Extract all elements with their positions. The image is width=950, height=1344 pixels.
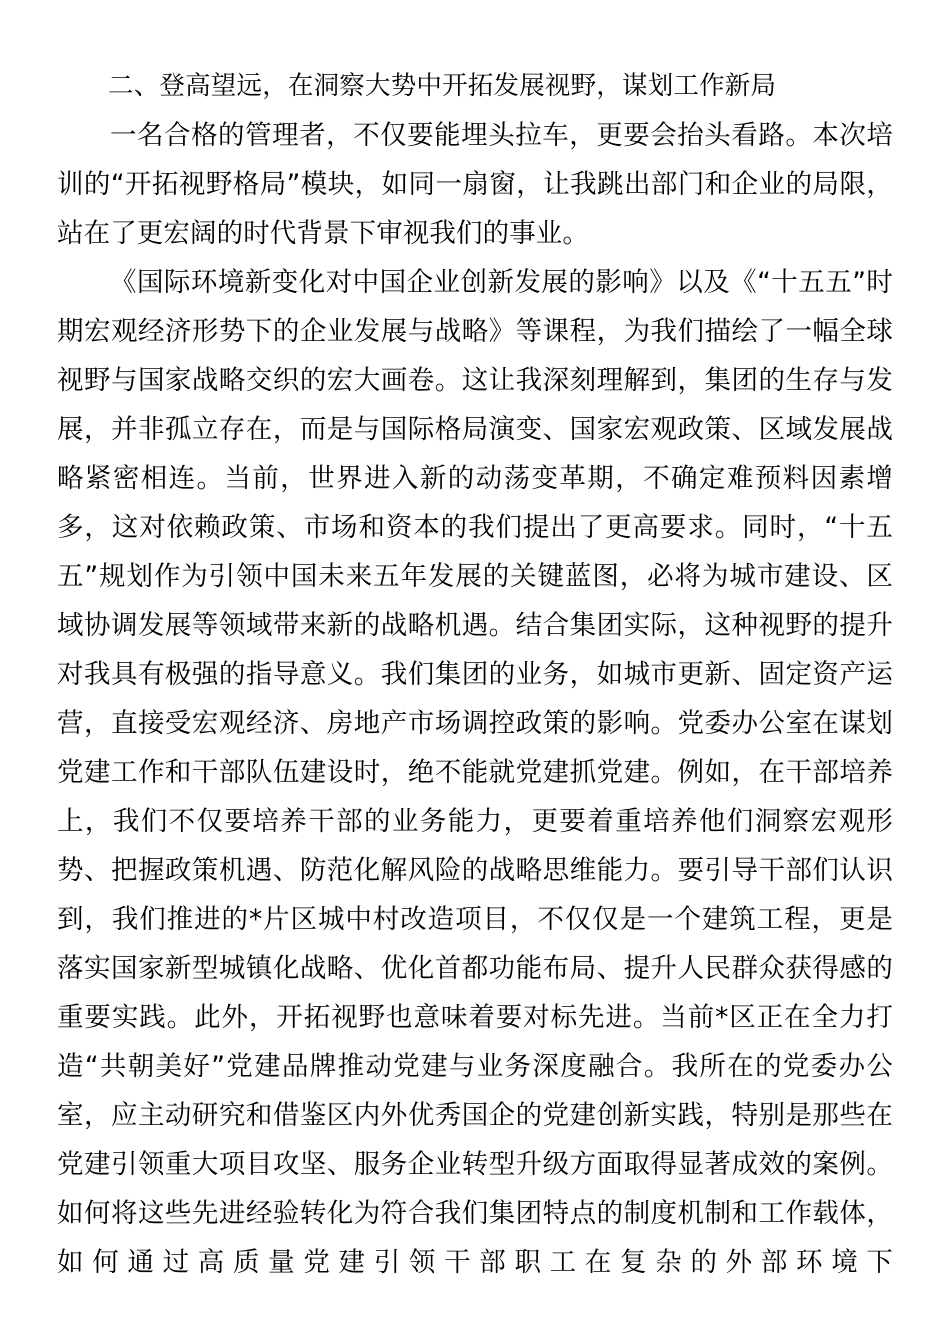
paragraph-1: 一名合格的管理者，不仅要能埋头拉车，更要会抬头看路。本次培训的“开拓视野格局”模块，如同一扇窗，让我跳出部门和企业的局限，站在了更宏阔的时代背景下审视我们的事业。 bbox=[57, 120, 893, 249]
paragraph-2: 《国际环境新变化对中国企业创新发展的影响》以及《“十五五”时期宏观经济形势下的企业发展与战略》等课程，为我们描绘了一幅全球视野与国家战略交织的宏大画卷。这让我深刻理解到，集团的生存与发展，并非孤立存在，而是与国际格局演变、国家宏观政策、区域发展战略紧密相连。当前，世界进入新的动荡变革期，不确定难预料因素增多，这对依赖政策、市场和资本的我们提出了更高要求。同时，“十五五”规划作为引领中国未来五年发展的关键蓝图，必将为城市建设、区域协调发展等领域带来新的战略机遇。结合集团实际，这种视野的提升对我具有极强的指导意义。我们集团的业务，如城市更新、固定资产运营，直接受宏观经济、房地产市场调控政策的影响。党委办公室在谋划党建工作和干部队伍建设时，绝不能就党建抓党建。例如，在干部培养上，我们不仅要培养干部的业务能力，更要着重培养他们洞察宏观形势、把握政策机遇、防范化解风险的战略思维能力。要引导干部们认识到，我们推进的*片区城中村改造项目，不仅仅是一个建筑工程，更是落实国家新型城镇化战略、优化首都功能布局、提升人民群众获得感的重要实践。此外，开拓视野也意味着要对标先进。当前*区正在全力打造“共朝美好”党建品牌推动党建与业务深度融合。我所在的党委办公室，应主动研究和借鉴区内外优秀国企的党建创新实践，特别是那些在党建引领重大项目攻坚、服务企业转型升级方面取得显著成效的案例。如何将这些先进经验转化为符合我们集团特点的制度机制和工作载体，如何通过高质量党建引领干部职工在复杂的外部环境下 bbox=[57, 267, 893, 1278]
document-body bbox=[57, 62, 893, 1287]
section-heading: 二、登高望远，在洞察大势中开拓发展视野，谋划工作新局 bbox=[108, 71, 777, 101]
